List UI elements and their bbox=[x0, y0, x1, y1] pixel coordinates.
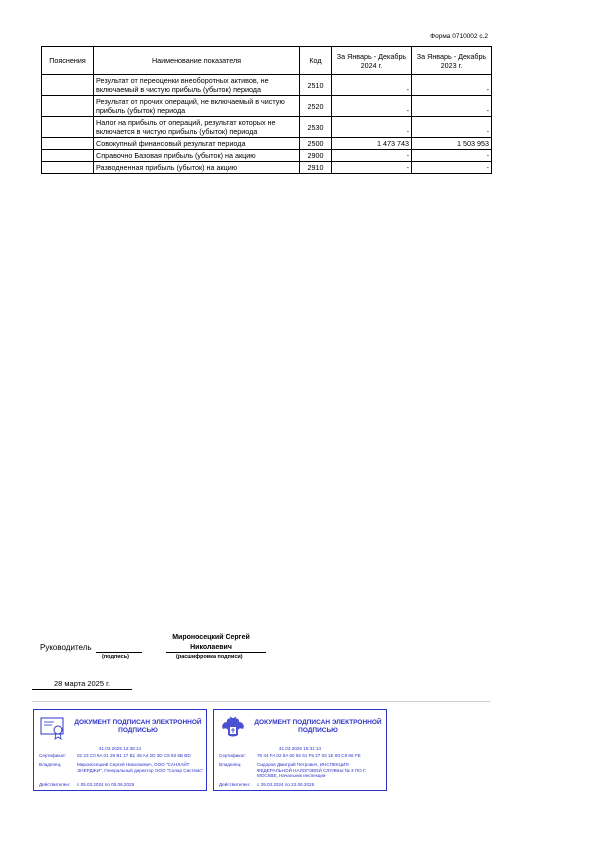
value-previous: - bbox=[412, 117, 492, 138]
stamp-owner-row bbox=[39, 762, 204, 773]
stamp-valid: с 05.03.2024 по 05.06.2025 bbox=[77, 782, 135, 787]
header-period-current: За Январь - Декабрь 2024 г. bbox=[332, 47, 412, 75]
stamp-owner: Сидоров Дмитрий Петрович, ИНСПЕКЦИЯ ФЕДЕРАЛЬНОЙ НАЛОГОВОЙ СЛУЖБЫ № 3 ПО Г. МОСКВЕ, Начальник инспекции bbox=[257, 762, 367, 779]
eagle-emblem-icon bbox=[220, 716, 246, 740]
stamp-label: Сертификат: bbox=[219, 753, 247, 758]
explanation-cell bbox=[42, 96, 94, 117]
explanation-cell bbox=[42, 150, 94, 162]
stamp-label: Действителен: bbox=[39, 782, 71, 787]
indicator-name: Результат от переоценки внеоборотных активов, не включаемый в чистую прибыль (убыток) периода bbox=[94, 75, 300, 96]
value-previous: 1 503 953 bbox=[412, 138, 492, 150]
stamp-owner: Мироносецкий Сергей Николаевич, ООО "САНЛАЙТ ЭНЕРДЖИ", Генеральный директор ООО "Солар Системс" bbox=[77, 762, 204, 773]
value-previous: - bbox=[412, 162, 492, 174]
divider bbox=[32, 701, 490, 702]
stamp-timestamp: 31.03.2025 15:31:14 bbox=[278, 746, 322, 751]
stamp-cert-row bbox=[219, 753, 384, 759]
value-previous: - bbox=[412, 96, 492, 117]
indicator-code: 2520 bbox=[300, 96, 332, 117]
indicator-code: 2910 bbox=[300, 162, 332, 174]
explanation-cell bbox=[42, 75, 94, 96]
header-code: Код bbox=[300, 47, 332, 75]
table-row bbox=[42, 162, 492, 174]
indicator-code: 2530 bbox=[300, 117, 332, 138]
stamp-valid-row bbox=[39, 782, 204, 788]
indicator-name: Налог на прибыль от операций, результат которых не включается в чистую прибыль (убыток) периода bbox=[94, 117, 300, 138]
table-row bbox=[42, 138, 492, 150]
stamp-label: Владелец: bbox=[219, 762, 242, 767]
stamp-label: Владелец: bbox=[39, 762, 62, 767]
stamp-title: ДОКУМЕНТ ПОДПИСАН ЭЛЕКТРОННОЙ ПОДПИСЬЮ bbox=[74, 719, 202, 734]
stamp-valid: с 29.03.2024 по 22.06.2025 bbox=[257, 782, 315, 787]
signer-name: Мироносецкий Сергей Николаевич bbox=[172, 634, 250, 651]
value-current: - bbox=[332, 117, 412, 138]
indicator-name: Результат от прочих операций, не включаемый в чистую прибыль (убыток) периода bbox=[94, 96, 300, 117]
table-row bbox=[42, 150, 492, 162]
indicator-name: Совокупный финансовый результат периода bbox=[94, 138, 300, 150]
header-indicator: Наименование показателя bbox=[94, 47, 300, 75]
stamp-label: Сертификат: bbox=[39, 753, 67, 758]
header-explanations: Пояснения bbox=[42, 47, 94, 75]
name-line bbox=[166, 652, 266, 653]
value-current: - bbox=[332, 96, 412, 117]
stamp-title: ДОКУМЕНТ ПОДПИСАН ЭЛЕКТРОННОЙ ПОДПИСЬЮ bbox=[254, 719, 382, 734]
certificate-icon bbox=[40, 716, 66, 740]
value-previous: - bbox=[412, 75, 492, 96]
indicator-code: 2900 bbox=[300, 150, 332, 162]
e-signature-stamp bbox=[213, 709, 387, 791]
table-row bbox=[42, 117, 492, 138]
document-date: 28 марта 2025 г. bbox=[32, 679, 132, 690]
signer-role: Руководитель bbox=[40, 643, 92, 652]
stamp-label: Действителен: bbox=[219, 782, 251, 787]
signature-line bbox=[96, 652, 142, 653]
stamp-cert-row bbox=[39, 753, 204, 759]
value-previous: - bbox=[412, 150, 492, 162]
form-code: Форма 0710002 с.2 bbox=[430, 33, 488, 40]
name-caption: (расшифровка подписи) bbox=[176, 654, 243, 660]
stamp-valid-row bbox=[219, 782, 384, 788]
stamp-timestamp: 31.03.2025 12:38:14 bbox=[98, 746, 142, 751]
indicator-name: Справочно Базовая прибыль (убыток) на акцию bbox=[94, 150, 300, 162]
signature-caption: (подпись) bbox=[102, 654, 129, 660]
e-signature-stamp bbox=[33, 709, 207, 791]
indicator-code: 2500 bbox=[300, 138, 332, 150]
value-current: - bbox=[332, 150, 412, 162]
explanation-cell bbox=[42, 117, 94, 138]
table-header-row bbox=[42, 47, 492, 75]
stamp-cert: 02 23 C0 9A 01 29 B1 17 B1 48 A4 2D 3D C9 83 6B BD bbox=[77, 753, 191, 758]
value-current: 1 473 743 bbox=[332, 138, 412, 150]
explanation-cell bbox=[42, 162, 94, 174]
stamp-owner-row bbox=[219, 762, 384, 779]
table-row bbox=[42, 75, 492, 96]
header-period-previous: За Январь - Декабрь 2023 г. bbox=[412, 47, 492, 75]
indicator-code: 2510 bbox=[300, 75, 332, 96]
explanation-cell bbox=[42, 138, 94, 150]
value-current: - bbox=[332, 75, 412, 96]
stamp-cert: 76 44 FA 02 8A 60 92 61 F5 27 03 1E 60 C8 66 FE bbox=[257, 753, 361, 758]
table-row bbox=[42, 96, 492, 117]
indicator-name: Разводненная прибыль (убыток) на акцию bbox=[94, 162, 300, 174]
value-current: - bbox=[332, 162, 412, 174]
report-table bbox=[41, 46, 492, 174]
